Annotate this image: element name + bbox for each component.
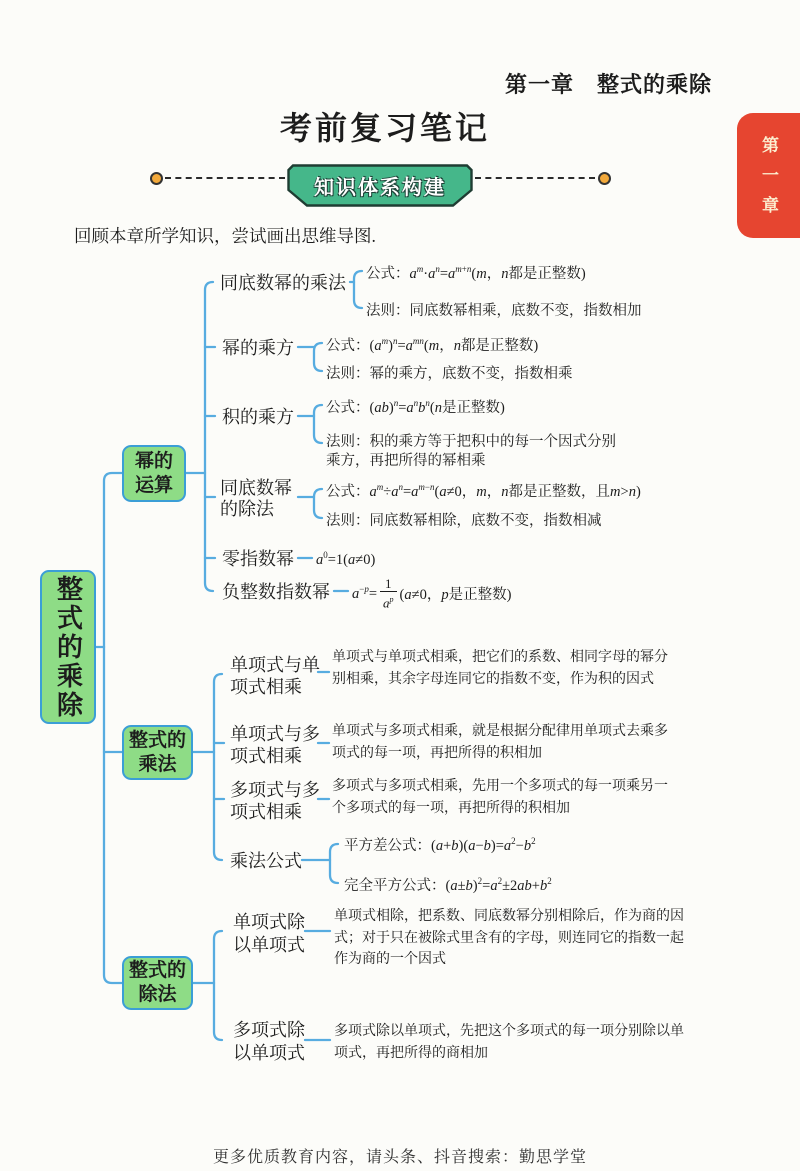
formula-perfect-square: 完全平方公式：$(a\pm b)^2=a^2\pm 2ab+b^2$ bbox=[344, 876, 552, 894]
banner-label: 知识体系构建 bbox=[314, 177, 446, 199]
connector-m4-bracket bbox=[330, 844, 338, 883]
topic-mono-poly: 单项式与多项式相乘 bbox=[230, 724, 320, 766]
connector-trunk-bottom bbox=[104, 647, 122, 983]
branch-node-power bbox=[122, 445, 186, 502]
desc-poly-div: 多项式除以单项式，先把这个多项式的每一项分别除以单项式，再把所得的商相加 bbox=[334, 1024, 684, 1061]
fraction-numerator: 1 bbox=[385, 576, 392, 591]
topic-div-same-base: 同底数幂的除法 bbox=[220, 478, 292, 519]
fraction-denominator: $a^p$ bbox=[380, 591, 397, 610]
rule-power-of-power: 法则：幂的乘方，底数不变，指数相乘 bbox=[326, 366, 573, 382]
connector-c1-bracket bbox=[354, 271, 362, 308]
formula-zero-exponent: $a^0=1(a\ne 0)$ bbox=[316, 550, 376, 568]
desc-poly-poly: 多项式与多项式相乘，先用一个多项式的每一项乘另一个多项式的每一项，再把所得的积相加 bbox=[332, 779, 668, 816]
chapter-header: 第一章 整式的乘除 bbox=[504, 72, 712, 97]
formula-negative-exponent bbox=[352, 576, 511, 610]
footer-promo-text: 更多优质教育内容，请头条、抖音搜索：勤思学堂 bbox=[212, 1149, 587, 1166]
desc-mono-mono: 单项式与单项式相乘，把它们的系数、相同字母的幂分别相乘，其余字母连同它的指数不变，作为积的因式 bbox=[332, 650, 668, 687]
connector-trunk-top bbox=[104, 473, 122, 647]
branch-node-division-label: 整式的除法 bbox=[128, 960, 186, 1005]
formula-square-difference: 平方差公式：$(a+b)(a-b)=a^2-b^2$ bbox=[344, 836, 536, 854]
branch-node-power-label: 幂的运算 bbox=[134, 450, 173, 496]
topic-poly-poly: 多项式与多项式相乘 bbox=[230, 780, 320, 822]
topic-mul-same-base: 同底数幂的乘法 bbox=[220, 273, 346, 293]
formula-power-of-product: 公式：$(ab)^n=a^nb^n(n$是正整数) bbox=[326, 398, 505, 416]
connector-c2-bracket bbox=[314, 343, 322, 371]
connector-power-bracket bbox=[205, 282, 213, 591]
topic-negative-exponent: 负整数指数幂 bbox=[222, 582, 330, 602]
topic-mult-formulas: 乘法公式 bbox=[230, 851, 302, 871]
topic-poly-div: 多项式除以单项式 bbox=[233, 1020, 305, 1063]
rule-div-same-base: 法则：同底数幂相除，底数不变，指数相减 bbox=[326, 513, 602, 529]
root-node bbox=[40, 570, 96, 724]
desc-mono-poly: 单项式与多项式相乘，就是根据分配律用单项式去乘多项式的每一项，再把所得的积相加 bbox=[332, 724, 668, 761]
branch-node-multiplication-label: 整式的乘法 bbox=[128, 729, 186, 775]
page-title: 考前复习笔记 bbox=[279, 110, 490, 146]
formula-negative-exponent-pre: $a^{-p}=$ bbox=[352, 583, 378, 602]
chapter-side-tab-label: 第一章 bbox=[759, 135, 778, 226]
rule-mul-same-base: 法则：同底数幂相乘，底数不变，指数相加 bbox=[366, 303, 642, 319]
connector-div-bracket bbox=[214, 931, 222, 1040]
topic-power-of-product: 积的乘方 bbox=[222, 407, 294, 427]
topic-power-of-power: 幂的乘方 bbox=[222, 338, 294, 358]
formula-mul-same-base: 公式：$a^m\cdot a^n=a^{m+n}(m$，n都是正整数) bbox=[366, 264, 586, 282]
formula-negative-exponent-post: (a≠0，p是正整数) bbox=[399, 586, 512, 603]
root-node-label: 整式的乘除 bbox=[53, 574, 84, 720]
formula-div-same-base: 公式：$a^m\div a^n=a^{m-n}(a\ne 0$，m，n都是正整数，且m>n) bbox=[326, 482, 641, 500]
rule-power-of-product: 法则：积的乘方等于把积中的每一个因式分别乘方，再把所得的幂相乘 bbox=[326, 434, 616, 469]
branch-node-multiplication bbox=[122, 725, 193, 780]
fraction bbox=[380, 576, 397, 610]
connector-c3-bracket bbox=[314, 405, 322, 443]
topic-zero-exponent: 零指数幂 bbox=[222, 549, 294, 569]
topic-mono-mono: 单项式与单项式相乘 bbox=[230, 655, 320, 697]
intro-text: 回顾本章所学知识，尝试画出思维导图. bbox=[74, 226, 376, 246]
connector-c4-bracket bbox=[314, 489, 322, 518]
connector-mult-bracket bbox=[214, 674, 222, 860]
branch-node-division bbox=[122, 956, 193, 1010]
formula-power-of-power: 公式：$(a^m)^n=a^{mn}(m$，n都是正整数) bbox=[326, 336, 539, 354]
desc-mono-div: 单项式相除，把系数、同底数幂分别相除后，作为商的因式；对于只在被除式里含有的字母，则连同它的指数一起作为商的一个因式 bbox=[334, 909, 684, 967]
topic-mono-div: 单项式除以单项式 bbox=[233, 912, 305, 955]
